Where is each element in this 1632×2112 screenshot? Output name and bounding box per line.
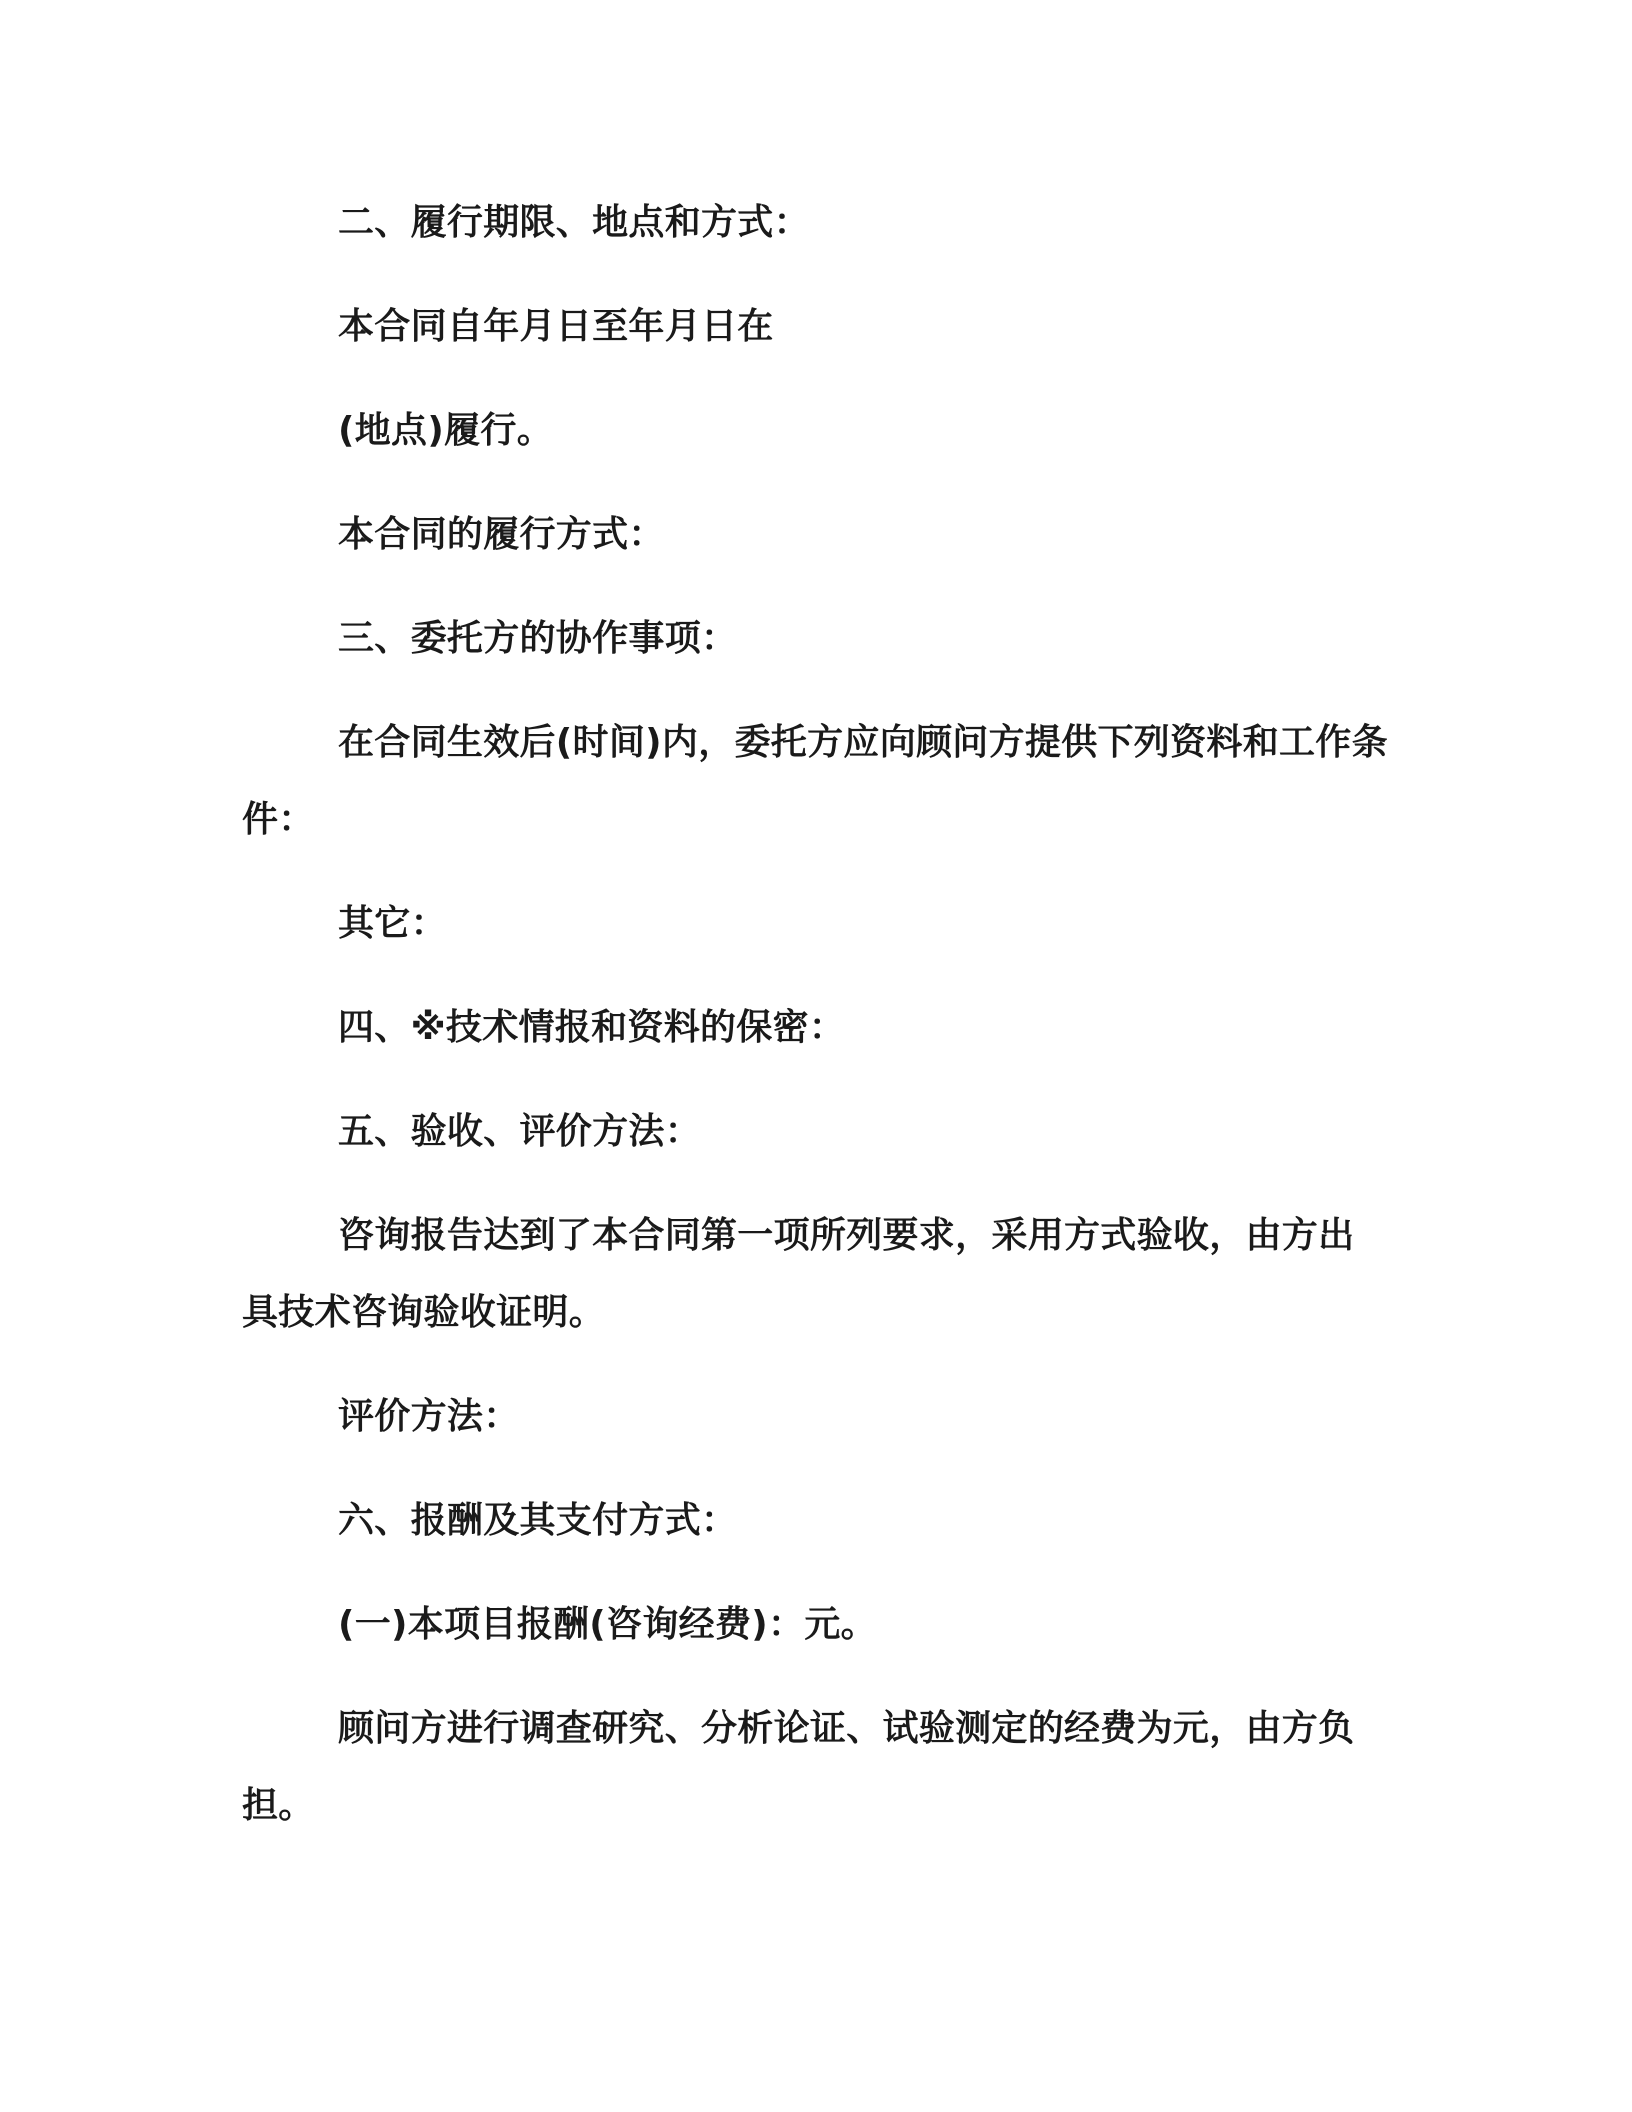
- paragraph-section-4-heading: 四、※技术情报和资料的保密：: [338, 1007, 846, 1048]
- paragraph-client-materials: 在合同生效后(时间)内，委托方应向顾问方提供下列资料和工作条件：: [242, 722, 1388, 840]
- paragraph-evaluation-method: 评价方法：: [338, 1396, 520, 1437]
- document-body: [242, 184, 1390, 1844]
- paragraph-research-costs: 顾问方进行调查研究、分析论证、试验测定的经费为元，由方负担。: [242, 1708, 1355, 1826]
- paragraph-section-2-heading: 二、履行期限、地点和方式：: [338, 202, 810, 243]
- paragraph-term-dates: 本合同自年月日至年月日在: [338, 306, 774, 347]
- paragraph-other: 其它：: [338, 903, 447, 944]
- paragraph-project-fee: (一)本项目报酬(咨询经费)：元。: [338, 1604, 877, 1645]
- paragraph-section-6-heading: 六、报酬及其支付方式：: [338, 1500, 738, 1541]
- paragraph-section-5-heading: 五、验收、评价方法：: [338, 1111, 702, 1152]
- paragraph-location: (地点)履行。: [338, 410, 554, 451]
- paragraph-performance-method: 本合同的履行方式：: [338, 514, 665, 555]
- paragraph-section-3-heading: 三、委托方的协作事项：: [338, 618, 738, 659]
- paragraph-acceptance: 咨询报告达到了本合同第一项所列要求，采用方式验收，由方出具技术咨询验收证明。: [242, 1215, 1355, 1333]
